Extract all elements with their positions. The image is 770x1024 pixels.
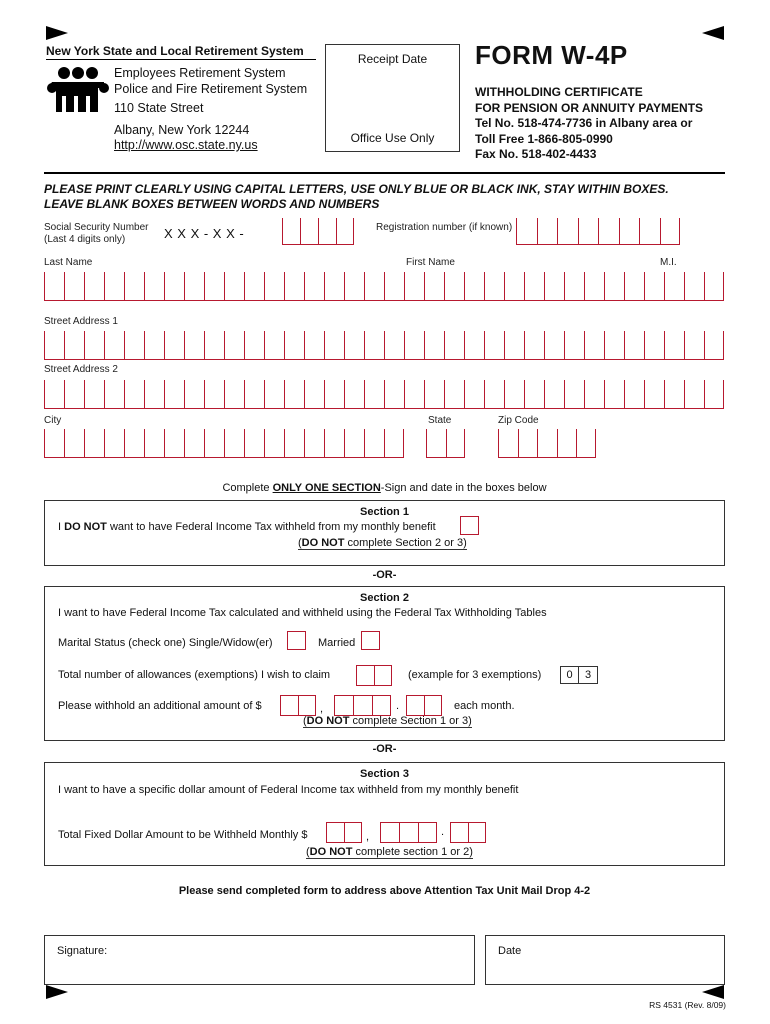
instructions-line-2: LEAVE BLANK BOXES BETWEEN WORDS AND NUMBERS bbox=[44, 197, 380, 211]
char-box[interactable] bbox=[244, 331, 264, 359]
char-box[interactable] bbox=[264, 272, 284, 300]
char-box[interactable] bbox=[384, 380, 404, 408]
section-3-text: I want to have a specific dollar amount of Federal Income tax withheld from my monthly benefit bbox=[58, 784, 519, 796]
ssn-label-2: (Last 4 digits only) bbox=[44, 234, 126, 245]
street-line: 110 State Street bbox=[114, 101, 204, 115]
char-box[interactable] bbox=[604, 331, 624, 359]
char-box[interactable] bbox=[624, 331, 644, 359]
registration-label: Registration number (if known) bbox=[376, 222, 513, 233]
char-box[interactable] bbox=[364, 331, 384, 359]
people-logo-icon bbox=[44, 66, 110, 114]
signature-label: Signature: bbox=[57, 945, 108, 957]
form-title: FORM W-4P bbox=[475, 40, 628, 70]
city-line: Albany, New York 12244 bbox=[114, 122, 250, 137]
s1-note-post: complete Section 2 or 3) bbox=[344, 537, 467, 549]
section-3-note bbox=[306, 846, 473, 859]
char-box[interactable] bbox=[204, 380, 224, 408]
char-box[interactable] bbox=[144, 331, 164, 359]
section-2-title: Section 2 bbox=[360, 592, 409, 604]
char-box[interactable] bbox=[324, 380, 344, 408]
s1-pre: I bbox=[58, 521, 65, 533]
last-name-label: Last Name bbox=[44, 257, 93, 268]
char-box[interactable] bbox=[644, 380, 664, 408]
city-label: City bbox=[44, 415, 62, 426]
char-box[interactable] bbox=[104, 429, 124, 457]
send-instruction: Please send completed form to address above Attention Tax Unit Mail Drop 4-2 bbox=[178, 885, 591, 897]
char-box[interactable] bbox=[204, 331, 224, 359]
street2-label: Street Address 2 bbox=[44, 364, 118, 375]
char-box[interactable] bbox=[684, 272, 704, 300]
form-title-block bbox=[475, 40, 703, 163]
street-address-2-input[interactable] bbox=[44, 380, 724, 409]
instructions-line-1: PLEASE PRINT CLEARLY USING CAPITAL LETTERS, USE ONLY BLUE OR BLACK INK, STAY WITHIN BOXES. bbox=[44, 182, 669, 196]
char-box[interactable] bbox=[624, 380, 644, 408]
header-divider bbox=[44, 172, 725, 174]
char-box[interactable] bbox=[104, 272, 124, 300]
org-name-text: New York State and Local Retirement System bbox=[46, 44, 304, 58]
char-box[interactable] bbox=[464, 380, 484, 408]
char-box[interactable] bbox=[484, 380, 504, 408]
char-box[interactable] bbox=[184, 429, 204, 457]
char-box[interactable] bbox=[84, 429, 104, 457]
date-field[interactable] bbox=[485, 935, 725, 985]
char-box[interactable] bbox=[244, 272, 264, 300]
char-box[interactable] bbox=[224, 380, 244, 408]
char-box[interactable] bbox=[384, 331, 404, 359]
single-checkbox[interactable] bbox=[287, 631, 306, 650]
ssn-masked-prefix: X X X - X X - bbox=[164, 226, 244, 241]
section-3-title: Section 3 bbox=[360, 768, 409, 780]
char-box[interactable] bbox=[364, 380, 384, 408]
form-number: RS 4531 (Rev. 8/09) bbox=[649, 1000, 726, 1010]
char-box[interactable] bbox=[264, 380, 284, 408]
complete-instruction bbox=[44, 482, 725, 494]
char-box[interactable] bbox=[304, 380, 324, 408]
example-digit-2: 3 bbox=[584, 669, 592, 681]
receipt-box bbox=[325, 44, 460, 152]
instructions bbox=[44, 182, 669, 212]
char-box[interactable] bbox=[44, 429, 64, 457]
ssn-label bbox=[44, 222, 148, 246]
s1-note-pre: ( bbox=[298, 537, 302, 549]
char-box[interactable] bbox=[664, 331, 684, 359]
char-box[interactable] bbox=[704, 272, 724, 300]
char-box[interactable] bbox=[364, 429, 384, 457]
fax-line: Fax No. 518-402-4433 bbox=[475, 147, 597, 161]
char-box[interactable] bbox=[144, 429, 164, 457]
char-box[interactable] bbox=[484, 272, 504, 300]
char-box[interactable] bbox=[164, 380, 184, 408]
char-box[interactable] bbox=[204, 272, 224, 300]
complete-pre: Complete bbox=[222, 482, 273, 494]
registration-mark-bottom-right bbox=[702, 985, 724, 999]
char-box[interactable] bbox=[164, 331, 184, 359]
char-box[interactable] bbox=[444, 380, 464, 408]
char-box[interactable] bbox=[304, 331, 324, 359]
char-box[interactable] bbox=[304, 429, 324, 457]
married-label: Married bbox=[318, 637, 356, 649]
char-box[interactable] bbox=[404, 380, 424, 408]
char-box[interactable] bbox=[384, 429, 404, 457]
s3-note-post: complete section 1 or 2) bbox=[352, 846, 473, 858]
char-box[interactable] bbox=[124, 380, 144, 408]
char-box[interactable] bbox=[164, 272, 184, 300]
fixed-amount-label: Total Fixed Dollar Amount to be Withheld Monthly $ bbox=[58, 829, 308, 841]
street1-label: Street Address 1 bbox=[44, 316, 118, 327]
ers-line: Employees Retirement System bbox=[114, 66, 286, 80]
char-box[interactable] bbox=[124, 272, 144, 300]
period-1: . bbox=[396, 700, 400, 712]
website-link[interactable]: http://www.osc.state.ny.us bbox=[114, 138, 258, 152]
registration-mark-bottom-left bbox=[46, 985, 68, 999]
mi-label: M.I. bbox=[660, 257, 677, 268]
char-box[interactable] bbox=[404, 272, 424, 300]
city-input[interactable] bbox=[44, 429, 404, 458]
char-box[interactable] bbox=[504, 331, 524, 359]
char-box[interactable] bbox=[644, 331, 664, 359]
char-box[interactable] bbox=[64, 272, 84, 300]
s2-note-post: complete Section 1 or 3) bbox=[349, 715, 472, 727]
each-month-label: each month. bbox=[454, 700, 515, 712]
char-box[interactable] bbox=[224, 429, 244, 457]
char-box[interactable] bbox=[244, 429, 264, 457]
char-box[interactable] bbox=[524, 380, 544, 408]
s3-note-bold: DO NOT bbox=[309, 846, 353, 858]
date-label: Date bbox=[498, 945, 522, 957]
char-box[interactable] bbox=[424, 331, 444, 359]
char-box[interactable] bbox=[544, 331, 564, 359]
name-input[interactable] bbox=[44, 272, 724, 301]
zip-input[interactable] bbox=[498, 429, 596, 458]
zip-label: Zip Code bbox=[498, 415, 539, 426]
s2-note-pre: ( bbox=[303, 715, 307, 727]
state-label: State bbox=[428, 415, 452, 426]
char-box[interactable] bbox=[364, 272, 384, 300]
fixed-amount-hundreds[interactable] bbox=[380, 822, 437, 843]
additional-amount-thousands[interactable] bbox=[280, 695, 316, 716]
char-box[interactable] bbox=[664, 380, 684, 408]
cert-line-2: FOR PENSION OR ANNUITY PAYMENTS bbox=[475, 100, 704, 115]
char-box[interactable] bbox=[44, 380, 64, 408]
section-1-text bbox=[58, 521, 436, 533]
state-input[interactable] bbox=[426, 429, 465, 458]
char-box[interactable] bbox=[604, 272, 624, 300]
char-box[interactable] bbox=[384, 272, 404, 300]
section-1-note bbox=[298, 537, 467, 550]
additional-amount-hundreds[interactable] bbox=[334, 695, 391, 716]
char-box[interactable] bbox=[44, 331, 64, 359]
char-box[interactable] bbox=[584, 331, 604, 359]
char-box[interactable] bbox=[464, 331, 484, 359]
char-box[interactable] bbox=[324, 331, 344, 359]
no-withholding-checkbox[interactable] bbox=[460, 516, 479, 535]
additional-amount-cents[interactable] bbox=[406, 695, 442, 716]
org-name bbox=[46, 44, 316, 60]
ssn-label-1: Social Security Number bbox=[44, 222, 149, 233]
char-box[interactable] bbox=[64, 331, 84, 359]
s1-bold: DO NOT bbox=[64, 521, 107, 533]
char-box[interactable] bbox=[584, 380, 604, 408]
receipt-date-label: Receipt Date bbox=[357, 52, 428, 66]
char-box[interactable] bbox=[664, 272, 684, 300]
char-box[interactable] bbox=[124, 331, 144, 359]
char-box[interactable] bbox=[304, 272, 324, 300]
char-box[interactable] bbox=[264, 429, 284, 457]
comma-2: , bbox=[366, 831, 370, 843]
first-name-label: First Name bbox=[406, 257, 455, 268]
married-checkbox[interactable] bbox=[361, 631, 380, 650]
section-2-note bbox=[303, 715, 472, 728]
char-box[interactable] bbox=[544, 380, 564, 408]
street-address-1-input[interactable] bbox=[44, 331, 724, 360]
char-box[interactable] bbox=[84, 331, 104, 359]
allowances-input[interactable] bbox=[356, 665, 392, 686]
char-box[interactable] bbox=[284, 272, 304, 300]
char-box[interactable] bbox=[104, 380, 124, 408]
char-box[interactable] bbox=[484, 331, 504, 359]
section-2-text: I want to have Federal Income Tax calculated and withheld using the Federal Tax Withholding Tables bbox=[58, 607, 547, 619]
char-box[interactable] bbox=[444, 331, 464, 359]
char-box[interactable] bbox=[284, 429, 304, 457]
s3-note-pre: ( bbox=[306, 846, 310, 858]
char-box[interactable] bbox=[244, 380, 264, 408]
comma-1: , bbox=[320, 703, 324, 715]
char-box[interactable] bbox=[104, 331, 124, 359]
char-box[interactable] bbox=[704, 331, 724, 359]
pfrs-line: Police and Fire Retirement System bbox=[114, 81, 308, 96]
char-box[interactable] bbox=[544, 272, 564, 300]
char-box[interactable] bbox=[284, 380, 304, 408]
registration-number-input[interactable] bbox=[516, 218, 680, 245]
char-box[interactable] bbox=[284, 331, 304, 359]
char-box[interactable] bbox=[64, 380, 84, 408]
registration-mark-top-left bbox=[46, 26, 68, 40]
example-digit-1: 0 bbox=[561, 667, 579, 683]
char-box[interactable] bbox=[324, 272, 344, 300]
signature-field[interactable] bbox=[44, 935, 475, 985]
char-box[interactable] bbox=[684, 380, 704, 408]
office-use-label: Office Use Only bbox=[350, 131, 435, 145]
section-1-title: Section 1 bbox=[360, 506, 409, 518]
or-separator-2: -OR- bbox=[372, 743, 397, 755]
char-box[interactable] bbox=[324, 429, 344, 457]
char-box[interactable] bbox=[184, 380, 204, 408]
tel-line: Tel No. 518-474-7736 in Albany area or bbox=[475, 116, 693, 130]
char-box[interactable] bbox=[604, 380, 624, 408]
fixed-amount-thousands[interactable] bbox=[326, 822, 362, 843]
char-box[interactable] bbox=[224, 272, 244, 300]
char-box[interactable] bbox=[524, 331, 544, 359]
char-box[interactable] bbox=[464, 272, 484, 300]
char-box[interactable] bbox=[164, 429, 184, 457]
char-box[interactable] bbox=[704, 380, 724, 408]
tollfree-line: Toll Free 1-866-805-0990 bbox=[475, 131, 613, 146]
complete-bold: ONLY ONE SECTION bbox=[272, 482, 381, 494]
char-box[interactable] bbox=[144, 380, 164, 408]
withhold-label: Please withhold an additional amount of $ bbox=[58, 700, 262, 712]
char-box[interactable] bbox=[184, 272, 204, 300]
char-box[interactable] bbox=[344, 380, 364, 408]
s1-post: want to have Federal Income Tax withheld from my monthly benefit bbox=[106, 521, 436, 533]
char-box[interactable] bbox=[564, 272, 584, 300]
period-2: . bbox=[441, 826, 445, 838]
ssn-last4-input[interactable] bbox=[282, 218, 354, 245]
char-box[interactable] bbox=[84, 380, 104, 408]
example-boxes bbox=[560, 666, 598, 684]
char-box[interactable] bbox=[344, 272, 364, 300]
char-box[interactable] bbox=[564, 331, 584, 359]
s1-note-bold: DO NOT bbox=[301, 537, 345, 549]
char-box[interactable] bbox=[684, 331, 704, 359]
char-box[interactable] bbox=[44, 272, 64, 300]
cert-line-1: WITHHOLDING CERTIFICATE bbox=[475, 85, 643, 99]
char-box[interactable] bbox=[144, 272, 164, 300]
char-box[interactable] bbox=[584, 272, 604, 300]
char-box[interactable] bbox=[624, 272, 644, 300]
char-box[interactable] bbox=[84, 272, 104, 300]
complete-post: -Sign and date in the boxes below bbox=[380, 482, 547, 494]
char-box[interactable] bbox=[264, 331, 284, 359]
char-box[interactable] bbox=[64, 429, 84, 457]
s2-note-bold: DO NOT bbox=[306, 715, 350, 727]
char-box[interactable] bbox=[524, 272, 544, 300]
or-separator-1: -OR- bbox=[372, 569, 397, 581]
char-box[interactable] bbox=[344, 331, 364, 359]
char-box[interactable] bbox=[404, 331, 424, 359]
char-box[interactable] bbox=[204, 429, 224, 457]
char-box[interactable] bbox=[424, 272, 444, 300]
registration-mark-top-right bbox=[702, 26, 724, 40]
marital-status-label: Marital Status (check one) Single/Widow(er) bbox=[58, 637, 273, 649]
char-box[interactable] bbox=[644, 272, 664, 300]
char-box[interactable] bbox=[444, 272, 464, 300]
address-block bbox=[114, 66, 307, 154]
char-box[interactable] bbox=[504, 272, 524, 300]
char-box[interactable] bbox=[344, 429, 364, 457]
example-label: (example for 3 exemptions) bbox=[408, 669, 542, 681]
char-box[interactable] bbox=[224, 331, 244, 359]
char-box[interactable] bbox=[124, 429, 144, 457]
allowances-label: Total number of allowances (exemptions) I wish to claim bbox=[58, 669, 331, 681]
char-box[interactable] bbox=[564, 380, 584, 408]
char-box[interactable] bbox=[504, 380, 524, 408]
fixed-amount-cents[interactable] bbox=[450, 822, 486, 843]
char-box[interactable] bbox=[184, 331, 204, 359]
char-box[interactable] bbox=[424, 380, 444, 408]
